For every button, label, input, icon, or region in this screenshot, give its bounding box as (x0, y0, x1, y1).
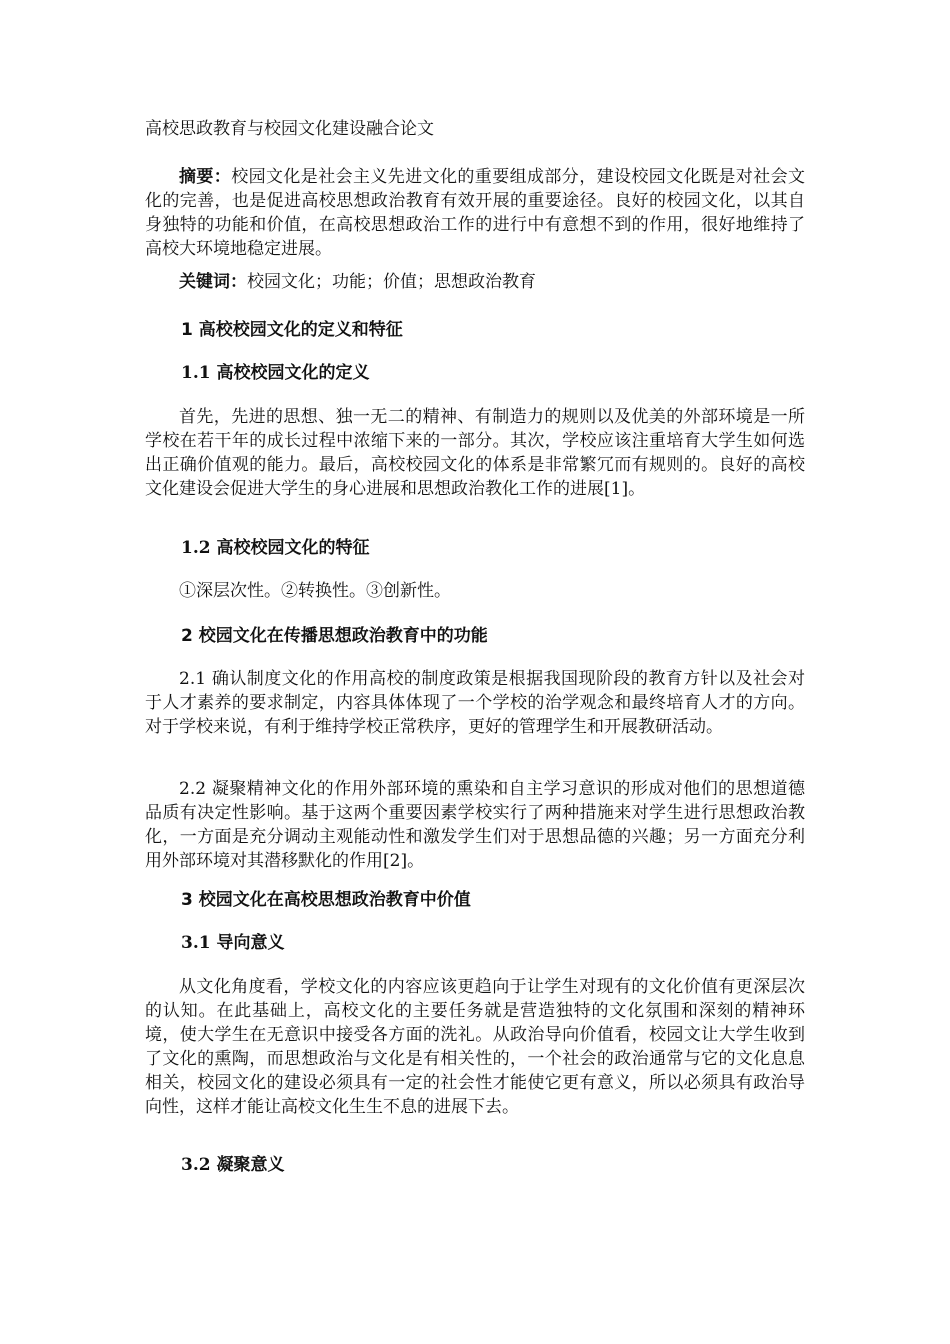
section1-heading: 1 高校校园文化的定义和特征 (181, 320, 403, 340)
section1-sub1-text: 首先，先进的思想、独一无二的精神、有制造力的规则以及优美的外部环境是一所学校在若干年的成长过程中浓缩下来的一部分。其次，学校应该注重培育大学生如何选出正确价值观的能力。最后，高校校园文化的体系是非常繁冗而有规则的。良好的高校文化建设会促进大学生的身心进展和思想政治教化工作的进展[1]。 (145, 407, 805, 499)
section2-para1: 2.1 确认制度文化的作用高校的制度政策是根据我国现阶段的教育方针以及社会对于人才素养的要求制定，内容具体体现了一个学校的治学观念和最终培育人才的方向。对于学校来说，有利于维持学校正常秩序，更好的管理学生和开展教研活动。 (145, 669, 805, 737)
section3-heading: 3 校园文化在高校思想政治教育中价值 (181, 890, 471, 910)
keywords-text: 校园文化；功能；价值；思想政治教育 (247, 272, 536, 292)
abstract-text: 校园文化是社会主义先进文化的重要组成部分，建设校园文化既是对社会文化的完善，也是促进高校思想政治教育有效开展的重要途径。良好的校园文化，以其自身独特的功能和价值，在高校思想政治工作的进行中有意想不到的作用，很好地维持了高校大环境地稳定进展。 (145, 167, 806, 259)
abstract-paragraph (145, 165, 805, 261)
section3-sub1-text: 从文化角度看，学校文化的内容应该更趋向于让学生对现有的文化价值有更深层次的认知。在此基础上，高校文化的主要任务就是营造独特的文化氛围和深刻的精神环境，使大学生在无意识中接受各方面的洗礼。从政治导向价值看，校园文让大学生收到了文化的熏陶，而思想政治与文化是有相关性的，一个社会的政治通常与它的文化息息相关，校园文化的建设必须具有一定的社会性才能使它更有意义，所以必须具有政治导向性，这样才能让高校文化生生不息的进展下去。 (145, 977, 805, 1117)
section3-sub1-heading: 3.1 导向意义 (181, 933, 285, 953)
section2-heading: 2 校园文化在传播思想政治教育中的功能 (181, 626, 488, 646)
section1-sub1-heading: 1.1 高校校园文化的定义 (181, 363, 370, 383)
document-title: 高校思政教育与校园文化建设融合论文 (145, 119, 434, 139)
section2-para2: 2.2 凝聚精神文化的作用外部环境的熏染和自主学习意识的形成对他们的思想道德品质有决定性影响。基于这两个重要因素学校实行了两种措施来对学生进行思想政治教化，一方面是充分调动主观能动性和激发学生们对于思想品德的兴趣；另一方面充分利用外部环境对其潜移默化的作用[2]。 (145, 779, 805, 871)
section1-sub2-text: ①深层次性。②转换性。③创新性。 (179, 581, 451, 601)
section1-sub2-heading: 1.2 高校校园文化的特征 (181, 538, 370, 558)
keywords-paragraph (145, 270, 805, 294)
section3-sub2-heading: 3.2 凝聚意义 (181, 1155, 285, 1175)
keywords-label: 关键词： (179, 272, 247, 292)
abstract-label: 摘要： (179, 167, 232, 187)
